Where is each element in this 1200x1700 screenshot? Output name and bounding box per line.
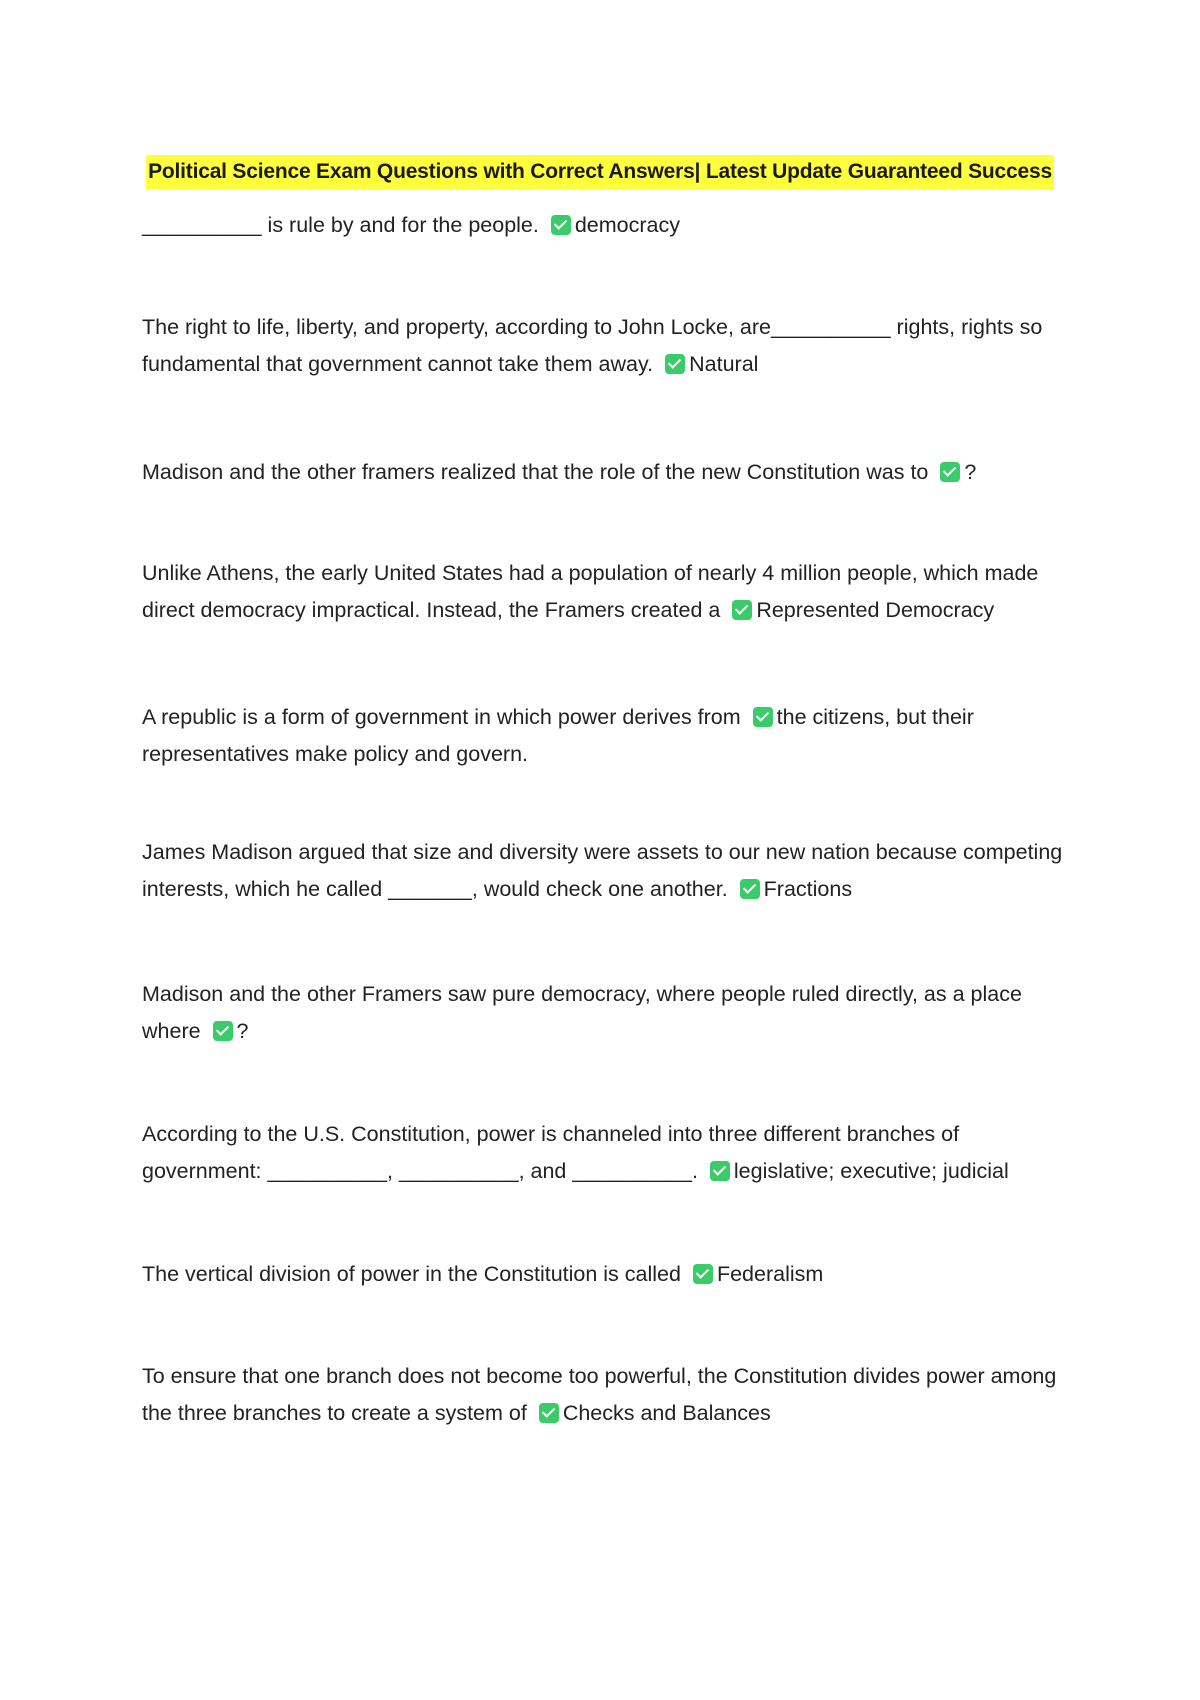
check-mark-icon xyxy=(740,879,760,899)
continuation-text: representatives make policy and govern. xyxy=(142,742,529,766)
qa-item xyxy=(142,309,1072,383)
qa-item xyxy=(142,1358,1072,1432)
question-text: According to the U.S. Constitution, power is channeled into three different branches of government: __________, __________, and __________. xyxy=(142,1122,960,1183)
check-mark-icon xyxy=(551,215,571,235)
answer-text: Federalism xyxy=(716,1262,824,1286)
question-text: The right to life, liberty, and property, according to John Locke, are__________ rights, rights so fundamental that government cannot take them away. xyxy=(142,315,1043,376)
qa-item xyxy=(142,555,1072,629)
answer-text: Natural xyxy=(689,352,759,376)
question-text: The vertical division of power in the Constitution is called xyxy=(142,1262,681,1286)
question-text: __________ is rule by and for the people. xyxy=(142,213,539,237)
check-mark-icon xyxy=(732,600,752,620)
question-text: A republic is a form of government in which power derives from xyxy=(142,705,741,729)
question-text: James Madison argued that size and diversity were assets to our new nation because competing interests, which he called _______, would check one another. xyxy=(142,840,1063,901)
check-mark-icon xyxy=(753,707,773,727)
question-text: Madison and the other Framers saw pure democracy, where people ruled directly, as a place where xyxy=(142,982,1022,1043)
qa-item xyxy=(142,976,1072,1050)
answer-text: ? xyxy=(236,1019,249,1043)
check-mark-icon xyxy=(693,1264,713,1284)
answer-text: Represented Democracy xyxy=(756,598,995,622)
qa-item xyxy=(142,454,1072,491)
check-mark-icon xyxy=(665,354,685,374)
check-mark-icon xyxy=(940,462,960,482)
qa-item xyxy=(142,1116,1072,1190)
answer-text: ? xyxy=(964,460,977,484)
qa-item xyxy=(142,1256,1072,1293)
question-text: Madison and the other framers realized that the role of the new Constitution was to xyxy=(142,460,929,484)
answer-text: democracy xyxy=(574,213,680,237)
check-mark-icon xyxy=(539,1403,559,1423)
answer-text: the citizens, but their xyxy=(776,705,974,729)
qa-item xyxy=(142,699,1072,773)
title-wrap xyxy=(0,155,1200,189)
question-text: Unlike Athens, the early United States had a population of nearly 4 million people, which made direct democracy impractical. Instead, the Framers created a xyxy=(142,561,1039,622)
check-mark-icon xyxy=(213,1021,233,1041)
document-title: Political Science Exam Questions with Correct Answers| Latest Update Guaranteed Success xyxy=(146,155,1054,189)
answer-text: Fractions xyxy=(763,877,853,901)
qa-item xyxy=(142,834,1072,908)
answer-text: Checks and Balances xyxy=(562,1401,771,1425)
question-text: To ensure that one branch does not become too powerful, the Constitution divides power among the three branches to create a system of xyxy=(142,1364,1057,1425)
answer-text: legislative; executive; judicial xyxy=(733,1159,1009,1183)
qa-item xyxy=(142,207,1072,244)
check-mark-icon xyxy=(710,1161,730,1181)
